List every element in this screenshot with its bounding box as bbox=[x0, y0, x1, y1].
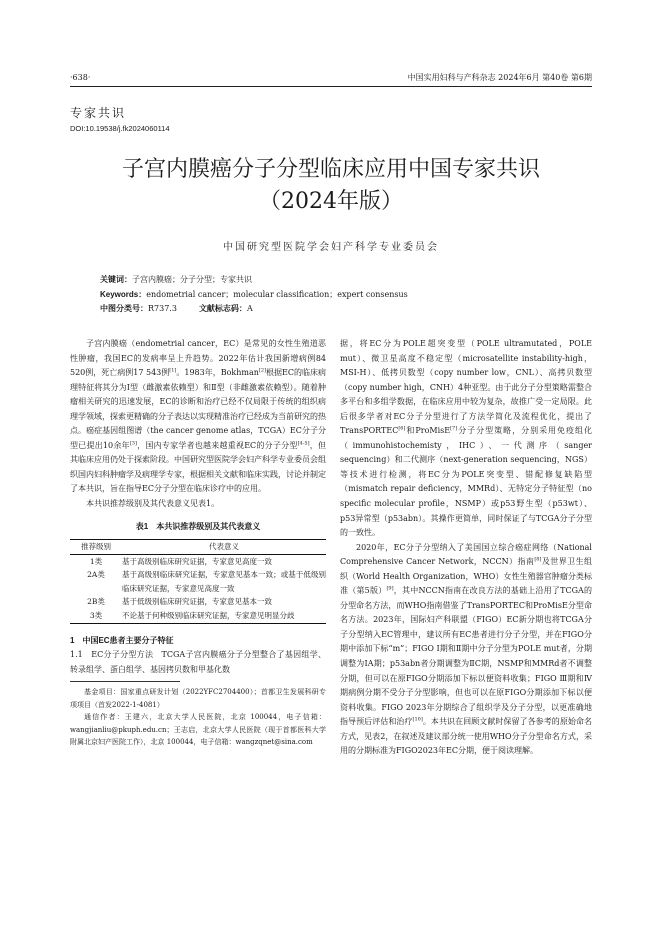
table-cell-level: 3类 bbox=[89, 611, 103, 621]
right-column bbox=[340, 337, 592, 759]
text: ，国内专家学者也越来越重视EC的分子分型 bbox=[136, 440, 298, 450]
text: 子宫内膜癌（endometrial cancer，EC）是常见的女性生殖道恶性肿瘤，我国EC的发病率呈上升趋势。2022年估计我国新增病例84 520例，死亡病例17 543例 bbox=[70, 339, 326, 378]
keywords-cn bbox=[100, 273, 577, 288]
page-number: ·638· bbox=[70, 73, 91, 82]
citation: [6] bbox=[398, 425, 406, 432]
citation: [3] bbox=[129, 440, 137, 447]
text: 2020年，EC分子分型纳入了美国国立综合癌症网络（National Comprehensive Cancer Network，NCCN）指南 bbox=[340, 542, 592, 567]
table-cell-level: 2A类 bbox=[87, 570, 105, 580]
text: ，但其临床应用仍处于探索阶段。中国研究型医院学会妇产科学专业委员会组织国内妇科肿瘤学及病理学专家，根据相关文献和临床实践，讨论并制定了本共识，旨在指导EC分子分型在临床诊疗中的应用。 bbox=[70, 440, 326, 494]
text: 。1983年，Bokhman bbox=[176, 368, 259, 378]
table-header-level: 推荐级别 bbox=[81, 542, 111, 552]
footnotes bbox=[70, 686, 326, 748]
journal-info: 中国实用妇科与产科杂志 2024年6月 第40卷 第6期 bbox=[407, 73, 592, 82]
table-ref-paragraph: 本共识推荐级别及其代表意义见表1。 bbox=[86, 499, 220, 509]
citation: [8] bbox=[534, 556, 542, 563]
text: 和ProMisE bbox=[405, 426, 451, 436]
doc-code-value: A bbox=[246, 304, 253, 313]
body-paragraph bbox=[340, 337, 592, 541]
table-row bbox=[70, 554, 326, 568]
table-caption: 表1 本共识推荐级别及其代表意义 bbox=[135, 521, 261, 531]
article-title bbox=[70, 154, 592, 218]
keywords-en-label: Keywords： bbox=[100, 289, 147, 299]
classification bbox=[100, 302, 577, 317]
citation: [10] bbox=[412, 716, 423, 723]
title-line-1: 子宫内膜癌分子分型临床应用中国专家共识 bbox=[121, 157, 540, 182]
title-line-2: （2024年版） bbox=[259, 189, 403, 214]
section-heading: 1 中国EC患者主要分子特征 bbox=[70, 635, 174, 645]
keywords-cn-label: 关键词： bbox=[100, 275, 132, 284]
text: 据，将EC分为POLE超突变型（POLE ultramutated，POLE mut）、微卫星高度不稳定型（microsatellite instability-high，MSI-H）、低拷贝数型（copy number low，CNL）、高拷贝数型（copy number high，CNH）4种亚型。由于此分子分型策略需整合多平台和多组学数据，在临床应用中较为复杂，故推广受一定局限。此后很多学者对EC分子分型进行了方法学简化及流程优化，提出了TransPORTEC bbox=[340, 339, 592, 436]
recommendation-table bbox=[70, 539, 326, 624]
doc-code-label: 文献标志码： bbox=[198, 304, 247, 313]
keywords-cn-text: 子宫内膜癌；分子分型；专家共识 bbox=[132, 275, 252, 284]
table-cell-meaning: 基于低级别临床研究证据，专家意见基本一致 bbox=[122, 597, 272, 607]
doi: DOI:10.19538/j.fk2024060114 bbox=[70, 124, 170, 133]
header-rule bbox=[70, 86, 592, 87]
text: ，其中NCCN指南在改良方法的基础上沿用了TCGA的分型命名方法，而WHO指南借鉴了TransPORTEC和ProMisE分型命名方法。2023年，国际妇产科联盟（FIGO）EC新分期也将TCGA分子分型纳入EC管理中，建议所有EC患者进行分子分型，并在FIGO分期中添加下标“m”；FIGO Ⅰ期和Ⅱ期中分子分型为POLE mut者，分期调整为ⅠA期；p53abn者分期调整为ⅡC期，NSMP和MMRd者不调整分期，但可以在原FIGO分期添加下标以便资料收集；FIGO Ⅲ期和Ⅳ期病例分期不受分子分型影响，但也可以在原FIGO分期添加下标以便资料收集。FIGO 2023年分期综合了组织学及分子分型，以更准确地指导预后评估和治疗 bbox=[340, 586, 592, 727]
clc-value: R737.3 bbox=[148, 304, 177, 313]
body-paragraph bbox=[340, 541, 592, 759]
table-cell-meaning: 不论基于何种级别临床研究证据，专家意见明显分歧 bbox=[122, 611, 295, 621]
keywords-en bbox=[100, 288, 577, 303]
keywords-block bbox=[100, 273, 577, 317]
footnote-fund: 基金项目：国家重点研发计划（2022YFC2704400）；首都卫生发展科研专项项目（首发2022-1-4081） bbox=[70, 688, 326, 709]
footnote-authors: 通信作者：王建六，北京大学人民医院，北京 100044，电子信箱：wangjianliu@pkuph.edu.cn；王志启，北京大学人民医院（现于首都医科大学附属北京妇产医院工作），北京 100044，电子信箱：wangzqnet@sina.com bbox=[70, 713, 326, 746]
table-row bbox=[70, 609, 326, 623]
keywords-en-text: endometrial cancer；molecular classification；expert consensus bbox=[146, 289, 408, 299]
table-row bbox=[70, 568, 326, 595]
text: 及世界卫生组织（World Health Organization，WHO）女性生殖器官肿瘤分类标准（第5版） bbox=[340, 557, 592, 596]
table-row bbox=[70, 595, 326, 609]
table-cell-meaning: 基于高级别临床研究证据，专家意见高度一致 bbox=[122, 556, 272, 566]
table-cell-meaning: 基于高级别临床研究证据，专家意见基本一致；或基于低级别临床研究证据，专家意见高度一致 bbox=[122, 570, 326, 593]
section-label: 专家共识 bbox=[70, 106, 127, 120]
intro-paragraph bbox=[70, 337, 326, 497]
table-header-row bbox=[70, 540, 326, 555]
citation: [4-5] bbox=[297, 440, 310, 447]
organization: 中国研究型医院学会妇产科学专业委员会 bbox=[223, 242, 439, 253]
citation: [2] bbox=[258, 367, 267, 374]
left-column bbox=[70, 337, 326, 748]
clc-label: 中图分类号： bbox=[100, 304, 148, 313]
table-cell-level: 2B类 bbox=[87, 597, 105, 607]
text: 。本共识在回顾文献时保留了各参考的原始命名方式，见表2，在叙述及建议部分统一使用WHO分子分型命名方式，采用的分期标准为FIGO2023年EC分期，便于阅读理解。 bbox=[340, 717, 593, 756]
table-cell-level: 1类 bbox=[89, 556, 103, 566]
citation: [7] bbox=[450, 425, 458, 432]
text: 分子分型策略，分别采用免疫组化（immunohistochemisty，IHC）、一代测序（sanger sequencing）和二代测序（next-generation sequencing，NGS）等技术进行检测，将EC分为POLE突变型、错配修复缺陷型（mismatch repair deficiency，MMRd）、无特定分子特征型（no specific molecular profile，NSMP）或p53野生型（p53wt）、p53异常型（p53abn）。其操作更简单，同时保证了与TCGA分子分型的一致性。 bbox=[340, 426, 593, 538]
citation: [1] bbox=[169, 367, 177, 374]
section-1-1-paragraph: 1.1 EC分子分型方法 TCGA子宫内膜癌分子分型整合了基因组学、转录组学、蛋白组学、基因拷贝数和甲基化数 bbox=[70, 650, 326, 674]
table-header-meaning: 代表意义 bbox=[209, 542, 239, 552]
citation: [9] bbox=[386, 585, 394, 592]
text: 根据EC的临床病理特征将其分为Ⅰ型（雌激素依赖型）和Ⅱ型（非雌激素依赖型）。随着肿瘤相关研究的迅速发展，EC的诊断和治疗已经不仅局限于传统的组织病理学领域，探索更精确的分子表达以实现精准治疗已经成为当前研究的热点。癌症基因组图谱（the cancer genome atlas，TCGA）EC分子分型已提出10余年 bbox=[70, 368, 327, 450]
